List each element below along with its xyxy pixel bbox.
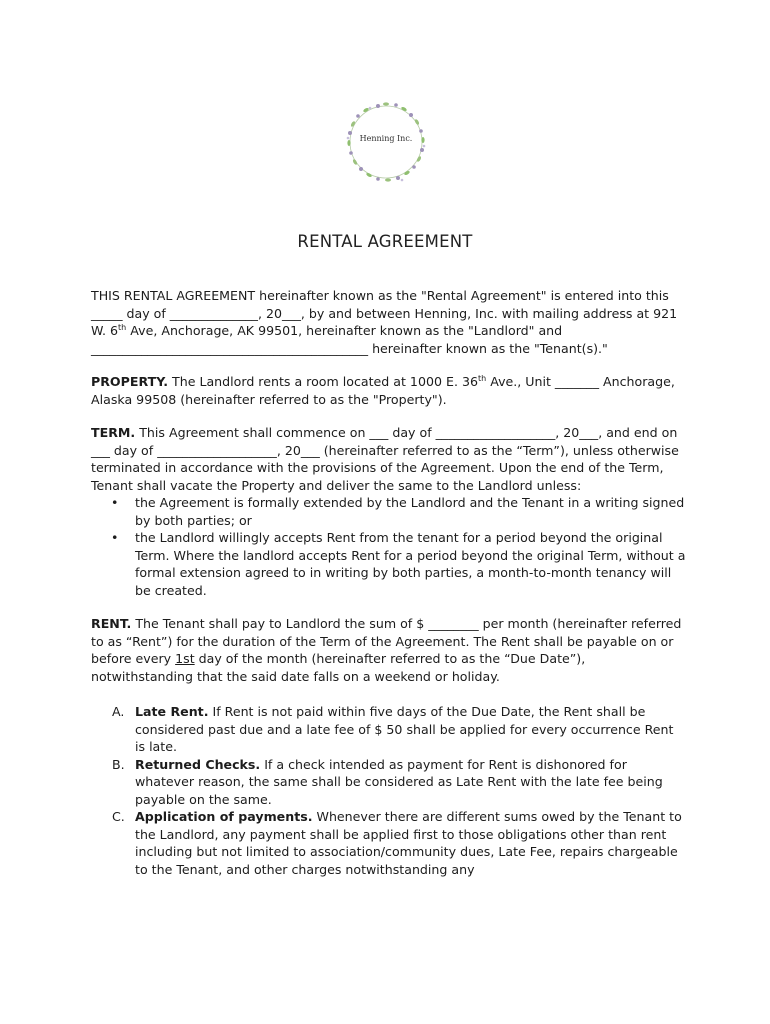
rent-heading: RENT. [91, 616, 132, 631]
list-marker: B. [112, 756, 125, 772]
document-title: RENTAL AGREEMENT [297, 232, 473, 251]
intro-text-2: Ave, Anchorage, AK 99501, hereinafter known as the "Landlord" and ____________________________________________ hereinafter known as the "Tenant(s)." [91, 323, 608, 356]
item-heading: Late Rent. [135, 704, 209, 719]
item-text: If a check intended as payment for Rent is dishonored for whatever reason, the same shall be considered as Late Rent with the late fee being payable on the same. [135, 756, 663, 807]
intro-text-1: THIS RENTAL AGREEMENT hereinafter known as the "Rental Agreement" is entered into this _____ day of ______________, 20___, by and between Henning, Inc. with mailing address at 921 W. 6 [91, 288, 678, 338]
property-paragraph [91, 373, 687, 408]
list-marker: C. [112, 809, 125, 824]
term-heading: TERM. [91, 425, 136, 440]
rent-paragraph [91, 615, 687, 685]
item-heading: Application of payments. [135, 809, 313, 824]
list-marker: A. [112, 704, 125, 719]
property-text-1: The Landlord rents a room located at 1000 E. 36 [168, 374, 478, 389]
rent-subsection-item [112, 756, 687, 809]
intro-superscript: th [118, 322, 127, 332]
item-heading: Returned Checks. [135, 756, 261, 772]
rent-subsection-item [112, 703, 687, 756]
property-superscript: th [477, 373, 487, 383]
property-heading: PROPERTY. [91, 374, 169, 389]
term-bullet-item: • the Landlord willingly accepts Rent from the tenant for a period beyond the original Term. Where the landlord accepts Rent for a period beyond the original Term, without a formal extension agreed to in writing by both parties, a month-to-month tenancy will be created. [135, 529, 687, 599]
term-paragraph [91, 424, 687, 494]
rent-subsection-item [112, 808, 687, 878]
item-text: If Rent is not paid within five days of the Due Date, the Rent shall be considered past due and a late fee of $ 50 shall be applied for every occurrence Rent is late. [135, 704, 674, 754]
property-text-2: Ave., Unit _______ Anchorage, Alaska 99508 (hereinafter referred to as the "Property"). [91, 374, 675, 407]
intro-paragraph [91, 287, 687, 357]
document-body [91, 287, 687, 878]
item-text: Whenever there are different sums owed by the Tenant to the Landlord, any payment shall be applied first to those obligations other than rent including but not limited to association/community dues, Late Fee, repairs chargeable to the Tenant, and other charges notwithstanding any [135, 809, 682, 877]
rent-text-1: The Tenant shall pay to Landlord the sum of $ ________ per month (hereinafter referred to as “Rent”) for the duration of the Term of the Agreement. The Rent shall be payable on or before every [91, 616, 682, 666]
term-section [91, 424, 687, 599]
rent-subsection-list [91, 703, 687, 878]
term-bullet-list [91, 494, 687, 599]
rent-first-day: 1st [175, 651, 195, 666]
term-bullet-item: • the Agreement is formally extended by the Landlord and the Tenant in a writing signed by both parties; or [135, 494, 687, 529]
company-logo [340, 96, 432, 188]
logo-text: Henning Inc. [359, 134, 413, 143]
rent-text-2: day of the month (hereinafter referred to as the “Due Date”), notwithstanding that the said date falls on a weekend or holiday. [91, 651, 586, 684]
term-text: This Agreement shall commence on ___ day of ___________________, 20___, and end on ___ day of ___________________, 20___ (hereinafter referred to as the “Term”), unless otherwise terminated in accordance with the provisions of the Agreement. Upon the end of the Term, Tenant shall vacate the Property and deliver the same to the Landlord unless: [91, 425, 679, 493]
